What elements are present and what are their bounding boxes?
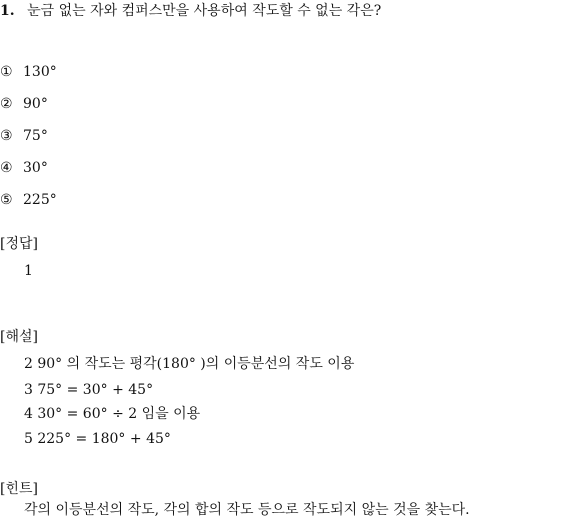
answer-heading: [정답] xyxy=(0,236,38,252)
explanation-line: 5 225° = 180° + 45° xyxy=(24,431,171,447)
choice-marker: ② xyxy=(0,96,13,112)
choice-text: 75° xyxy=(23,128,48,144)
question xyxy=(0,4,381,18)
choice-item xyxy=(0,97,48,111)
choice-item xyxy=(0,65,57,79)
choice-item xyxy=(0,161,48,175)
choice-marker: ③ xyxy=(0,128,13,144)
choice-text: 225° xyxy=(23,192,57,208)
choice-text: 130° xyxy=(23,64,57,80)
choice-marker: ① xyxy=(0,64,13,80)
choice-text: 90° xyxy=(23,96,48,112)
question-number: 1. xyxy=(0,3,15,19)
hint-heading: [힌트] xyxy=(0,481,38,497)
hint-text: 각의 이등분선의 작도, 각의 합의 작도 등으로 작도되지 않는 것을 찾는다. xyxy=(24,502,470,518)
explanation-line: 3 75° = 30° + 45° xyxy=(24,382,154,398)
choice-marker: ④ xyxy=(0,160,13,176)
answer-value: 1 xyxy=(24,263,33,279)
choice-item xyxy=(0,193,57,207)
choice-text: 30° xyxy=(23,160,48,176)
explanation-line: 4 30° = 60° ÷ 2 임을 이용 xyxy=(24,406,201,422)
choice-marker: ⑤ xyxy=(0,192,13,208)
choice-item xyxy=(0,129,48,143)
explanation-line: 2 90° 의 작도는 평각(180° )의 이등분선의 작도 이용 xyxy=(24,356,355,372)
question-text: 눈금 없는 자와 컴퍼스만을 사용하여 작도할 수 없는 각은? xyxy=(27,3,382,19)
explanation-heading: [해설] xyxy=(0,329,38,345)
